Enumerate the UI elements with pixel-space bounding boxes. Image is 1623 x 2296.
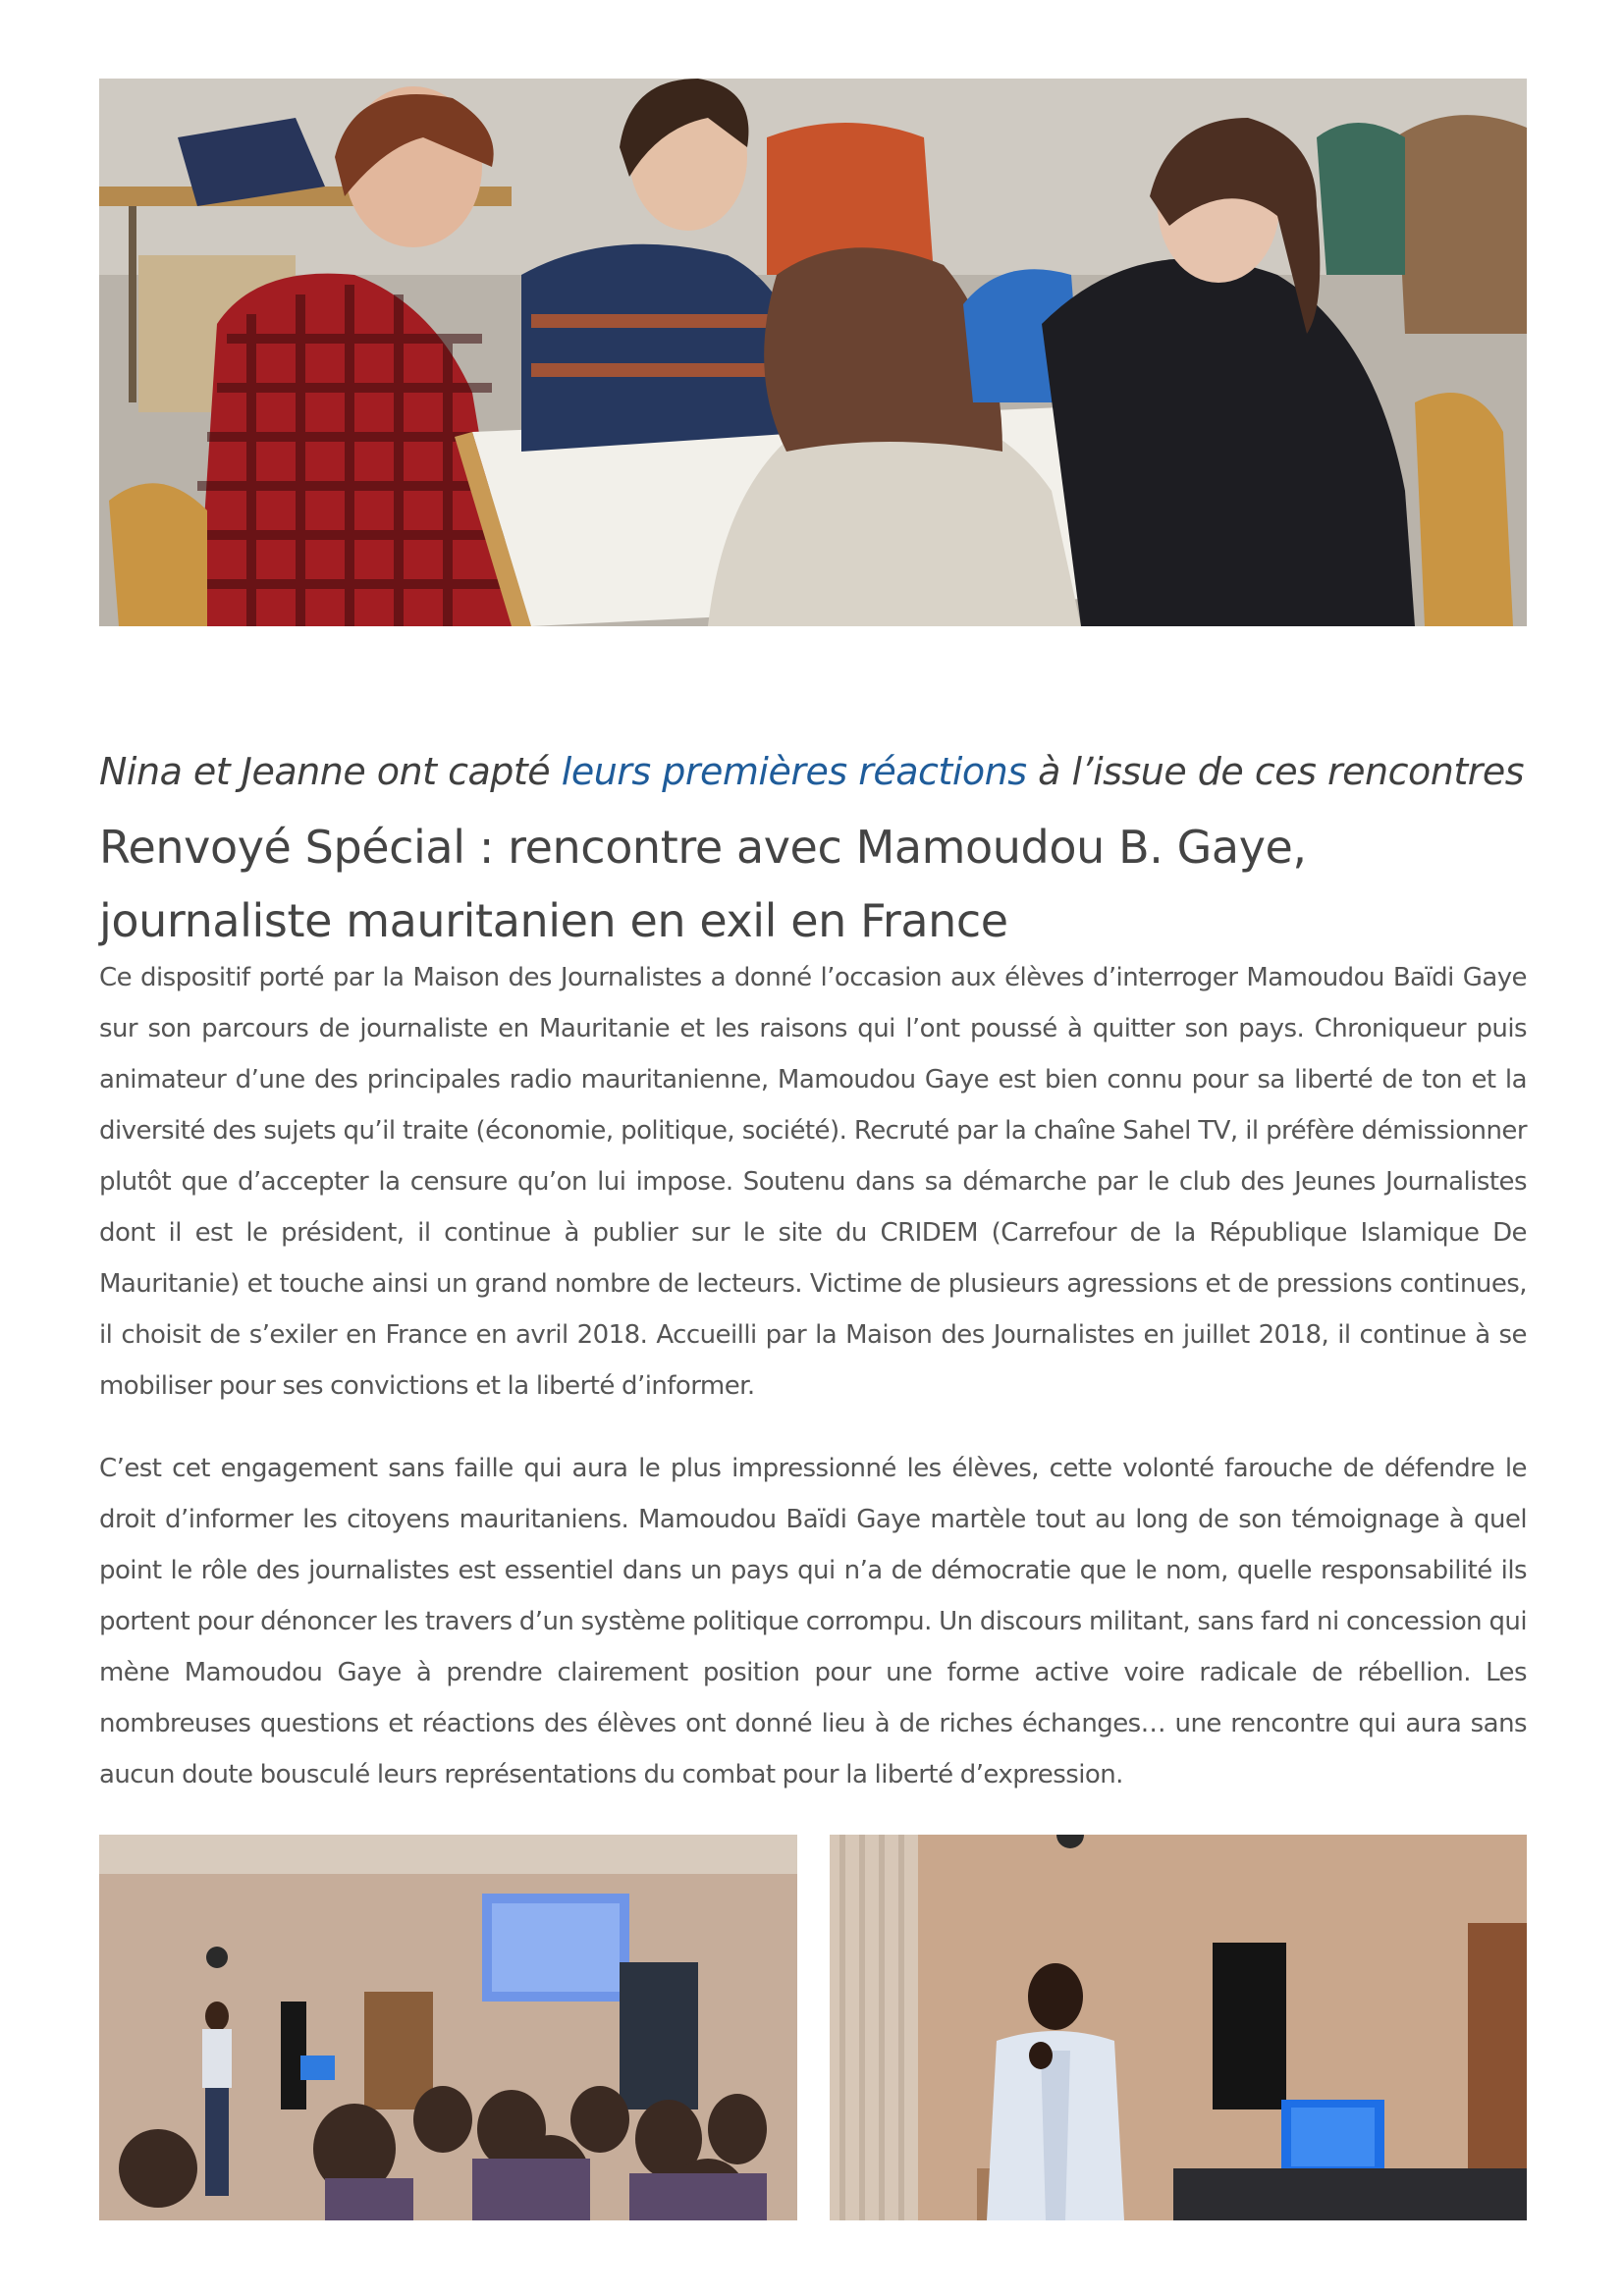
caption-text-after: à l’issue de ces rencontres bbox=[1026, 750, 1525, 793]
speaker-photo bbox=[830, 1835, 1527, 2220]
article-title: Renvoyé Spécial : rencontre avec Mamoudou B. Gaye, journaliste mauritanien en exil en France bbox=[99, 821, 1307, 947]
article-paragraph: C’est cet engagement sans faille qui aura le plus impressionné les élèves, cette volonté farouche de défendre le droit d’informer les citoyens mauritaniens. Mamoudou Baïdi Gaye martèle tout au long de son témoignage à quel point le rôle des journalistes est essentiel dans un pays qui n’a de démocratie que le nom, quelle responsabilité ils portent pour dénoncer les travers d’un système politique corrompu. Un discours militant, sans fard ni concession qui mène Mamoudou Gaye à prendre clairement position pour une forme active voire radicale de rébellion. Les nombreuses questions et réactions des élèves ont donné lieu à de riches échanges… une rencontre qui aura sans aucun doute bousculé leurs représentations du combat pour la liberté d’expression. bbox=[99, 1454, 1527, 1789]
caption-text-before: Nina et Jeanne ont capté bbox=[99, 750, 562, 793]
hero-photo bbox=[99, 79, 1527, 626]
article-paragraph: Ce dispositif porté par la Maison des Journalistes a donné l’occasion aux élèves d’interroger Mamoudou Baïdi Gaye sur son parcours de journaliste en Mauritanie et les raisons qui l’ont poussé à quitter son pays. Chroniqueur puis animateur d’une des principales radio mauritanienne, Mamoudou Gaye est bien connu pour sa liberté de ton et la diversité des sujets qu’il traite (économie, politique, société). Recruté par la chaîne Sahel TV, il préfère démissionner plutôt que d’accepter la censure qu’on lui impose. Soutenu dans sa démarche par le club des Jeunes Journalistes dont il est le président, il continue à publier sur le site du CRIDEM (Carrefour de la République Islamique De Mauritanie) et touche ainsi un grand nombre de lecteurs. Victime de plusieurs agressions et de pressions continues, il choisit de s’exiler en France en avril 2018. Accueilli par la Maison des Journalistes en juillet 2018, il continue à se mobiliser pour ses convictions et la liberté d’informer. bbox=[99, 963, 1527, 1401]
reactions-link[interactable]: leurs premières réactions bbox=[561, 750, 1027, 793]
audience-photo bbox=[99, 1835, 797, 2220]
photo-caption bbox=[99, 742, 1527, 801]
